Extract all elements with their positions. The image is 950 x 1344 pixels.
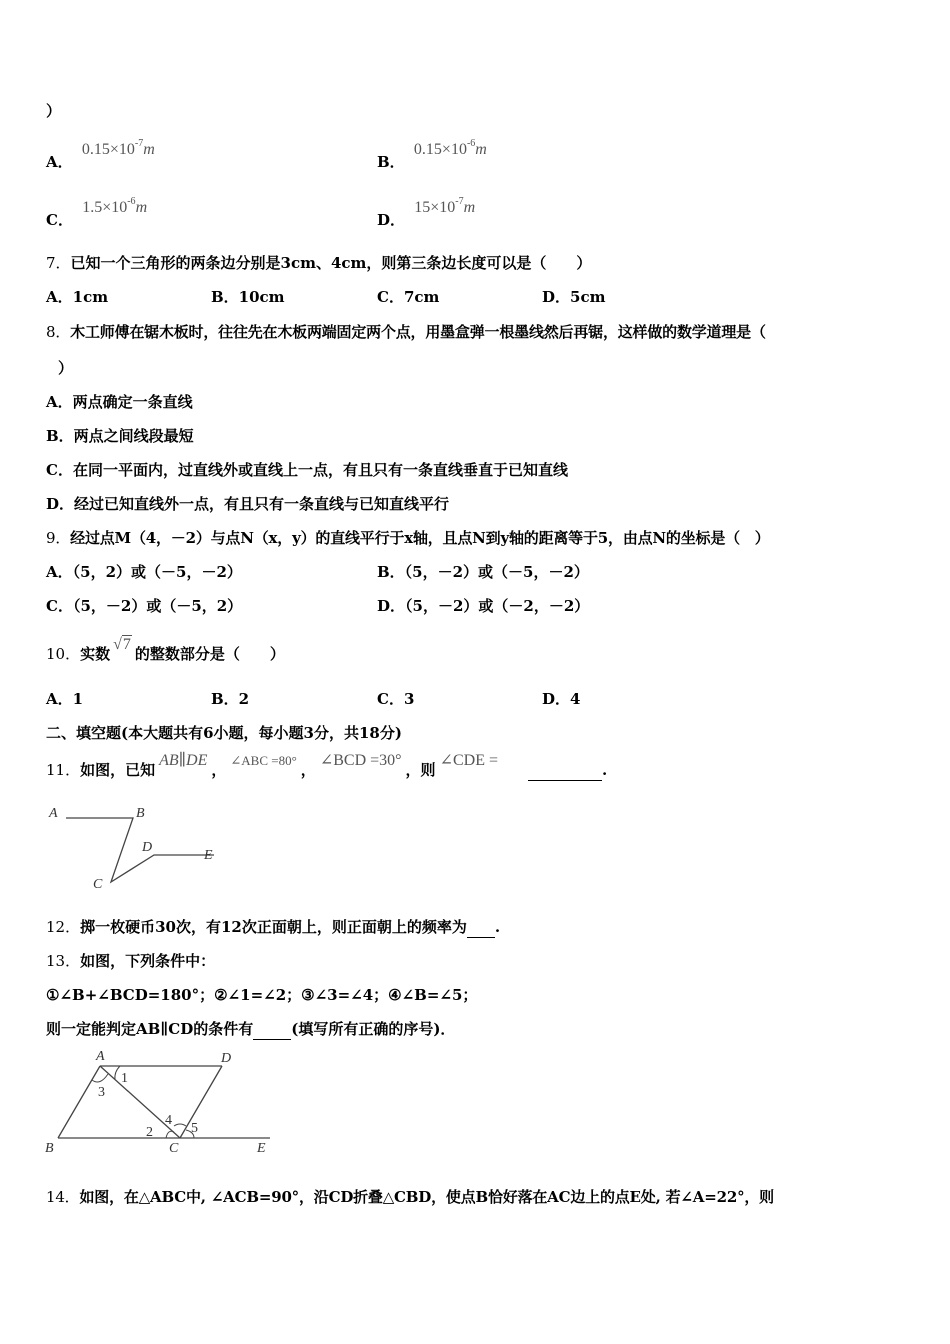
q8-option-b: B．两点之间线段最短 xyxy=(46,427,194,445)
q6-continuation: ） xyxy=(46,102,62,120)
q11-figure-lines xyxy=(66,818,214,882)
q9-option-c: C．（5，－2）或（－5，2） xyxy=(46,597,243,615)
q11-figure xyxy=(46,800,226,895)
question-7: 7．已知一个三角形的两条边分别是3cm、4cm，则第三条边长度可以是（ ） xyxy=(46,254,592,272)
question-10: 10．实数√7的整数部分是（ ） xyxy=(46,636,285,663)
q13-label-2: 2 xyxy=(146,1125,153,1140)
question-8-continuation: ） xyxy=(58,359,74,377)
q7-option-a: A．1cm xyxy=(46,288,109,306)
q9-option-a: A．（5，2）或（－5，－2） xyxy=(46,563,242,581)
q13-label-a: A xyxy=(96,1049,105,1064)
q6-option-c: C． $1.5\times 10^{-6}m$ xyxy=(46,196,148,230)
q13-label-1: 1 xyxy=(121,1071,128,1086)
q13-label-e: E xyxy=(257,1141,266,1156)
q13-label-c: C xyxy=(169,1141,179,1156)
q8-option-c: C．在同一平面内，过直线外或直线上一点，有且只有一条直线垂直于已知直线 xyxy=(46,461,568,479)
q6-option-d: D． $15\times 10^{-7}m$ xyxy=(377,196,476,230)
q11-math-3: ∠BCD =30° xyxy=(319,752,402,769)
q13-prompt: 则一定能判定AB∥CD的条件有 (填写所有正确的序号)． xyxy=(46,1020,456,1038)
q7-option-b: B．10cm xyxy=(211,288,285,306)
question-9: 9．经过点M（4，－2）与点N（x，y）的直线平行于x轴，且点N到y轴的距离等于5，由点N的坐标是（ ） xyxy=(46,529,770,547)
q11-math-4: ∠CDE = xyxy=(439,752,498,769)
question-8: 8．木工师傅在锯木板时，往往先在木板两端固定两个点，用墨盒弹一根墨线然后再锯，这样做的数学道理是（ xyxy=(46,323,766,341)
q6-option-b: B． $0.15\times 10^{-6}m$ xyxy=(377,138,487,172)
q13-conditions: ①∠B+∠BCD=180°；②∠1=∠2；③∠3=∠4；④∠B=∠5； xyxy=(46,986,478,1004)
q9-option-b: B．（5，－2）或（－5，－2） xyxy=(377,563,589,581)
q11-label-c: C xyxy=(93,877,103,892)
q13-label-3: 3 xyxy=(98,1085,105,1100)
q6-option-b-math: $0.15\times 10^{-6}m$ xyxy=(413,138,487,159)
sqrt-7: √7 xyxy=(113,636,131,653)
q6-option-a-math: $0.15\times 10^{-7}m$ xyxy=(81,138,155,159)
question-14: 14．如图，在△ABC中, ∠ACB=90°，沿CD折叠△CBD，使点B恰好落在AC边上的点E处, 若∠A=22°，则 xyxy=(46,1188,774,1206)
q13-label-d: D xyxy=(221,1051,232,1066)
q9-option-d: D．（5，－2）或（－2，－2） xyxy=(377,597,590,615)
q10-option-d: D．4 xyxy=(542,690,581,708)
q13-label-4: 4 xyxy=(165,1113,172,1128)
q6-option-d-math: $15\times 10^{-7}m$ xyxy=(414,196,476,217)
q8-option-a: A．两点确定一条直线 xyxy=(46,393,193,411)
q6-option-a: A． $0.15\times 10^{-7}m$ xyxy=(46,138,155,172)
q10-option-b: B．2 xyxy=(211,690,250,708)
q11-label-a: A xyxy=(49,806,58,821)
q10-option-c: C．3 xyxy=(377,690,415,708)
q11-label-e: E xyxy=(204,848,213,863)
q8-option-d: D．经过已知直线外一点，有且只有一条直线与已知直线平行 xyxy=(46,495,450,513)
q11-math-2: ∠ABC =80° xyxy=(230,753,297,768)
question-12: 12．掷一枚硬币30次，有12次正面朝上，则正面朝上的频率为 . xyxy=(46,918,501,936)
q12-answer-blank[interactable] xyxy=(467,917,495,938)
q13-answer-blank[interactable] xyxy=(253,1019,291,1040)
q6-option-c-math: $1.5\times 10^{-6}m$ xyxy=(82,196,148,217)
q7-option-c: C．7cm xyxy=(377,288,440,306)
question-11: 11．如图，已知AB∥DE，∠ABC =80°，∠BCD =30°，则∠CDE = . xyxy=(46,752,608,779)
q13-label-b: B xyxy=(45,1141,54,1156)
q11-label-d: D xyxy=(142,840,153,855)
q11-math-1: AB∥DE xyxy=(159,752,208,769)
q11-label-b: B xyxy=(136,806,145,821)
q7-option-d: D．5cm xyxy=(542,288,606,306)
q11-answer-blank[interactable] xyxy=(528,760,602,781)
question-13: 13．如图，下列条件中： xyxy=(46,952,216,970)
section-2-heading: 二、填空题(本大题共有6小题，每小题3分，共18分) xyxy=(46,724,402,742)
q13-label-5: 5 xyxy=(191,1121,198,1136)
q13-figure xyxy=(40,1046,280,1158)
q10-option-a: A．1 xyxy=(46,690,84,708)
